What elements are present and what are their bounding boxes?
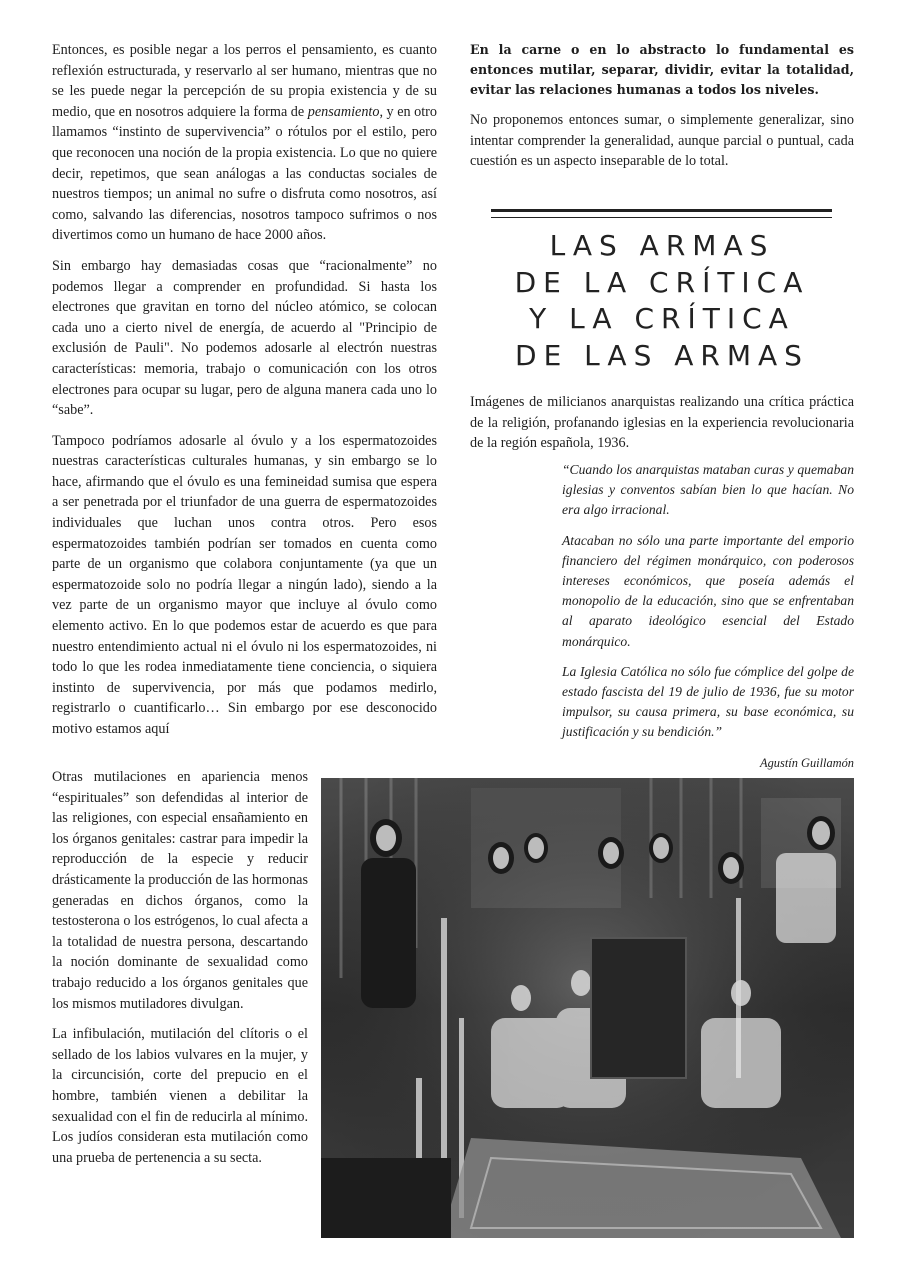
left-column bbox=[52, 40, 437, 750]
emphasis-pensamiento: pensamiento bbox=[307, 103, 380, 120]
headline-line-1: LAS ARMAS bbox=[549, 229, 775, 262]
headline bbox=[470, 228, 854, 374]
pull-quote bbox=[562, 460, 854, 783]
left-paragraph-2: Sin embargo hay demasiadas cosas que “racionalmente” no podemos llegar a comprender en profundidad. Si hasta los electrones que gravitan en torno del núcleo atómico, se colocan cada uno a cierto nivel de energía, de acuerdo al "Principio de exclusión de Pauli". No podemos adosarle al electrón nuestras características: memoria, trabajo o comunicación con los otros electrones para ocupar su lugar, pero de alguna manera cada uno lo “sabe”. bbox=[52, 257, 437, 419]
left-paragraph-1: Entonces, es posible negar a los perros el pensamiento, es cuanto reflexión estructurada, y reservarlo al ser humano, mientras que no se les puede negar la percepción de su propia existencia y de su medio, que en nosotros adquiere la forma de pensamiento, y en otro llamamos “instinto de supervivencia” o rótulos por el estilo, pero que reconocen una noción de la propia existencia. Lo que no quiere decir, repetimos, que sean análogas a las conductas sociales de nuestros tiempos; un animal no sufre o disfruta como nosotros, así como, salvando las diferencias, nosotros tampoco sufrimos o nos divertimos como un humano de hace 2000 años. bbox=[52, 42, 437, 244]
milicianos-photo bbox=[321, 778, 854, 1238]
quote-paragraph-3: La Iglesia Católica no sólo fue cómplice del golpe de estado fascista del 19 de julio de 1936, fue su motor impulsor, su causa primera, su base económica, su justificación y su bendición.” bbox=[562, 663, 854, 740]
wrap-paragraph-2: La infibulación, mutilación del clítoris o el sellado de los labios vulvares en la mujer, y la circuncisión, corte del prepucio en el hombre, también vienen a debilitar la sexualidad con el fin de reducirla al mínimo. Los judíos consideran esta mutilación como una prueba de pertenencia a su secta. bbox=[52, 1026, 308, 1166]
headline-line-2: DE LA CRÍTICA bbox=[514, 265, 810, 299]
wrap-paragraph-1: Otras mutilaciones en apariencia menos “espirituales” son defendidas al interior de las religiones, con especial ensañamiento en los órganos genitales: castrar para impedir la reproducción de la especie y reducir drásticamente la producción de las hormonas generadas en dichos órganos, como la testosterona o los estrógenos, lo cual afecta a la totalidad de nuestra persona, descartando la noción dominante de sexualidad como trabajo reducido a los órganos genitales que los mismos mutiladores divulgan. bbox=[52, 769, 308, 1012]
wrap-column bbox=[52, 767, 308, 1178]
photo-caption: Imágenes de milicianos anarquistas realizando una crítica práctica de la religión, profanando iglesias en la experiencia revolucionaria de la región española, 1936. bbox=[470, 394, 854, 452]
headline-rule bbox=[491, 209, 832, 218]
right-paragraph-2: No proponemos entonces sumar, o simplemente generalizar, sino intentar comprender la generalidad, aunque parcial o puntual, cada cuestión es un aspecto inseparable de lo total. bbox=[470, 112, 854, 170]
headline-line-4: DE LAS ARMAS bbox=[515, 338, 809, 372]
right-column bbox=[470, 40, 854, 182]
left-paragraph-3: Tampoco podríamos adosarle al óvulo y a los espermatozoides nuestras características culturales humanas, y sin embargo se lo hace, afirmando que el óvulo es una femineidad sumisa que espera a ser penetrada por el triunfador de una guerra de espermatozoides individuales que luchan unos contra otros. Pero esos espermatozoides también podrían ser tomados en cuenta como parte de un organismo que colabora conjuntamente (ya que un espermatozoide solo no podría llegar a ningún lado), siendo a la vez parte de un organismo mayor que incluye al óvulo como elemento activo. En lo que podemos estar de acuerdo es que para nuestro entendimiento actual ni el óvulo ni los espermatozoides, ni todo lo que les rodea inmediatamente tiene conciencia, o siquiera instinto de supervivencia, por más que podamos medirlo, registrarlo o cuantificarlo… Sin embargo por ese desconocido motivo estamos aquí bbox=[52, 432, 437, 737]
quote-paragraph-2: Atacaban no sólo una parte importante del emporio financiero del régimen monárquico, con poderosos intereses económicos, que poseía además el monopolio de la educación, sino que se enfrentaban al aparato ideológico esencial del Estado monárquico. bbox=[562, 532, 854, 649]
quote-paragraph-1: “Cuando los anarquistas mataban curas y quemaban iglesias y conventos sabían bien lo que hacían. No era algo irracional. bbox=[562, 462, 854, 518]
quote-author: Agustín Guillamón bbox=[760, 755, 854, 770]
photo-illustration bbox=[321, 778, 854, 1238]
bold-intro: En la carne o en lo abstracto lo fundamental es entonces mutilar, separar, dividir, evitar la totalidad, evitar las relaciones humanas a todos los niveles. bbox=[470, 42, 854, 97]
headline-line-3: Y LA CRÍTICA bbox=[529, 302, 795, 335]
